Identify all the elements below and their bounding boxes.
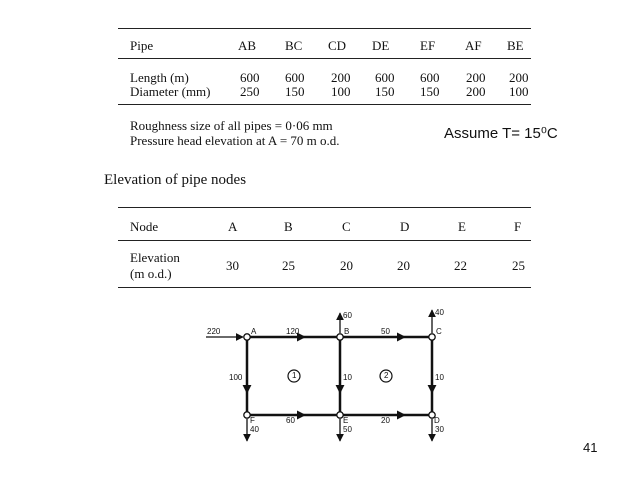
node-label-e: E [343, 416, 349, 425]
diameter-ef: 150 [420, 84, 440, 99]
elev-header-b: B [284, 219, 293, 234]
elevation-row-label: Elevation [130, 250, 180, 265]
length-row-label: Length (m) [130, 70, 189, 85]
elev-header-c: C [342, 219, 351, 234]
node-label-f: F [250, 416, 255, 425]
node-label-c: C [436, 327, 442, 336]
pipe-header-de: DE [372, 38, 390, 53]
flow-label-bc: 50 [381, 327, 390, 336]
flow-label-fe: 60 [286, 416, 295, 425]
pipe-header-cd: CD [328, 38, 347, 53]
loop-1-label: 1 [292, 371, 297, 380]
demand-label-f: 40 [250, 425, 259, 434]
page-number: 41 [583, 440, 598, 455]
elev-d: 20 [397, 258, 410, 273]
elev-header-a: A [228, 219, 238, 234]
elev-header-e: E [458, 219, 466, 234]
length-bc: 600 [285, 70, 305, 85]
flow-label-cd: 10 [435, 373, 444, 382]
elev-b: 25 [282, 258, 295, 273]
elev-header-d: D [400, 219, 410, 234]
node-label-a: A [251, 327, 257, 336]
pressure-note: Pressure head elevation at A = 70 m o.d. [130, 133, 340, 148]
node-label-b: B [344, 327, 350, 336]
elevation-row-unit: (m o.d.) [130, 266, 172, 281]
diameter-bc: 150 [285, 84, 305, 99]
pipe-header-bc: BC [285, 38, 303, 53]
demand-label-e: 50 [343, 425, 352, 434]
demand-label-d: 30 [435, 425, 444, 434]
diameter-de: 150 [375, 84, 395, 99]
length-af: 200 [466, 70, 486, 85]
demand-label-c: 40 [435, 308, 444, 317]
diameter-cd: 100 [331, 84, 351, 99]
flow-label-be: 10 [343, 373, 352, 382]
elev-e: 22 [454, 258, 467, 273]
length-ef: 600 [420, 70, 440, 85]
elevation-title: Elevation of pipe nodes [104, 172, 247, 188]
diameter-ab: 250 [240, 84, 260, 99]
flow-label-ab: 120 [286, 327, 300, 336]
node-b [337, 334, 343, 340]
roughness-note: Roughness size of all pipes = 0·06 mm [130, 118, 333, 133]
node-label-d: D [434, 416, 440, 425]
pipe-header-ab: AB [238, 38, 257, 53]
flow-label-af: 100 [229, 373, 243, 382]
inflow-label-a: 220 [207, 327, 221, 336]
diameter-be: 100 [509, 84, 529, 99]
length-de: 600 [375, 70, 395, 85]
loop-2-label: 2 [384, 371, 389, 380]
length-ab: 600 [240, 70, 260, 85]
pipe-header-af: AF [465, 38, 482, 53]
elev-header-f: F [514, 219, 522, 234]
length-cd: 200 [331, 70, 351, 85]
elev-header-node: Node [130, 219, 159, 234]
length-be: 200 [509, 70, 529, 85]
elev-f: 25 [512, 258, 525, 273]
node-c [429, 334, 435, 340]
diameter-row-label: Diameter (mm) [130, 84, 211, 99]
flow-label-ed: 20 [381, 416, 390, 425]
pipe-header-ef: EF [420, 38, 436, 53]
assume-temperature: Assume T= 15⁰C [444, 125, 558, 142]
pipe-header-be: BE [507, 38, 524, 53]
pipe-header-label: Pipe [130, 38, 154, 53]
elev-a: 30 [226, 258, 239, 273]
elev-c: 20 [340, 258, 353, 273]
diameter-af: 200 [466, 84, 486, 99]
demand-label-b: 60 [343, 311, 352, 320]
node-a [244, 334, 250, 340]
